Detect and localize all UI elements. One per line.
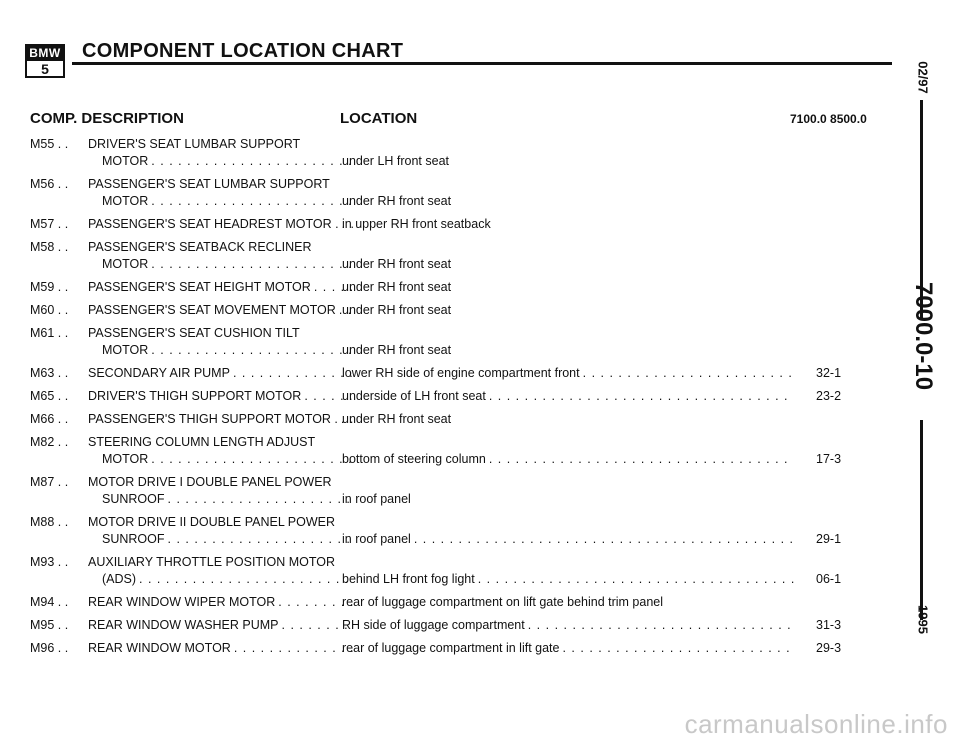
description-line-1: MOTOR DRIVE II DOUBLE PANEL POWER [88,515,336,529]
component-location [342,451,794,468]
figure-reference: 29-3 [816,641,842,655]
description-line-1: PASSENGER'S SEAT CUSHION TILT [88,326,300,340]
component-code: M56 . . [30,177,69,191]
side-page-number: 7000.0-10 [910,281,937,391]
description-line-1: REAR WINDOW WIPER MOTOR [88,595,276,609]
component-description [88,554,354,588]
location-text: under RH front seat [342,194,452,208]
table-row [30,554,860,588]
table-row [30,325,860,359]
leader-dots [151,256,354,273]
leader-dots [583,365,794,382]
component-location [342,531,794,548]
column-header-location: LOCATION [340,110,418,127]
component-location [342,216,794,233]
component-description [88,325,354,359]
table-row [30,388,860,405]
component-code: M88 . . [30,515,69,529]
side-date: 02/97 [915,61,931,94]
column-header-codes: 7100.0 8500.0 [790,112,867,126]
location-text: RH side of luggage compartment [342,618,525,632]
logo-brand: BMW [27,46,63,61]
component-description [88,239,354,273]
component-location [342,571,794,588]
description-line-1: PASSENGER'S SEATBACK RECLINER [88,240,312,254]
component-code: M93 . . [30,555,69,569]
description-line-1: DRIVER'S THIGH SUPPORT MOTOR [88,389,302,403]
description-line-1: STEERING COLUMN LENGTH ADJUST [88,435,316,449]
component-description [88,136,354,170]
component-location [342,256,794,273]
location-text: behind LH front fog light [342,572,475,586]
page-title: COMPONENT LOCATION CHART [82,40,404,62]
component-description [88,365,354,382]
component-description [88,514,354,548]
leader-dots [151,451,354,468]
component-code: M57 . . [30,217,69,231]
location-text: under LH front seat [342,154,450,168]
component-location [342,153,794,170]
table-row [30,411,860,428]
leader-dots [168,491,355,508]
component-code: M87 . . [30,475,69,489]
component-location [342,279,794,296]
leader-dots [151,193,354,210]
location-text: in roof panel [342,532,411,546]
description-line-1: PASSENGER'S SEAT HEIGHT MOTOR [88,280,311,294]
figure-reference: 17-3 [816,452,842,466]
component-description [88,279,354,296]
component-description [88,617,354,634]
description-line-2: SUNROOF [102,492,165,506]
leader-dots [233,365,354,382]
leader-dots [489,451,794,468]
component-code: M58 . . [30,240,69,254]
column-header-description: DESCRIPTION [81,110,184,127]
leader-dots [562,640,794,657]
table-row [30,176,860,210]
table-row [30,434,860,468]
table-row [30,302,860,319]
description-line-1: REAR WINDOW WASHER PUMP [88,618,279,632]
title-rule [72,62,892,65]
component-location [342,617,794,634]
description-line-2: MOTOR [102,194,149,208]
component-location [342,491,794,508]
leader-dots [151,342,354,359]
description-line-1: PASSENGER'S SEAT HEADREST MOTOR . [88,217,339,231]
description-line-2: MOTOR [102,154,149,168]
leader-dots [139,571,354,588]
table-row [30,640,860,657]
logo-series: 5 [41,60,49,77]
component-location [342,342,794,359]
description-line-2: (ADS) [102,572,137,586]
component-location [342,193,794,210]
table-row [30,617,860,634]
location-text: rear of luggage compartment on lift gate behind trim panel [342,595,664,609]
description-line-1: SECONDARY AIR PUMP [88,366,230,380]
component-code: M63 . . [30,366,69,380]
location-text: rear of luggage compartment in lift gate [342,641,560,655]
component-location [342,302,794,319]
component-code: M60 . . [30,303,69,317]
component-description [88,594,354,611]
table-row [30,514,860,548]
table-row [30,216,860,233]
location-text: under RH front seat [342,280,452,294]
component-code: M94 . . [30,595,69,609]
table-row [30,279,860,296]
table-row [30,365,860,382]
description-line-1: REAR WINDOW MOTOR [88,641,231,655]
leader-dots [234,640,354,657]
table-row [30,594,860,611]
description-line-1: PASSENGER'S SEAT LUMBAR SUPPORT [88,177,330,191]
leader-dots [151,153,354,170]
component-description [88,302,354,319]
component-description [88,176,354,210]
component-code: M59 . . [30,280,69,294]
component-location [342,411,794,428]
location-text: under RH front seat [342,303,452,317]
description-line-1: PASSENGER'S THIGH SUPPORT MOTOR . [88,412,338,426]
leader-dots [528,617,794,634]
location-text: in roof panel [342,492,411,506]
description-line-1: AUXILIARY THROTTLE POSITION MOTOR [88,555,336,569]
component-location [342,365,794,382]
watermark: carmanualsonline.info [684,709,948,739]
component-description [88,434,354,468]
component-code: M61 . . [30,326,69,340]
leader-dots [414,531,794,548]
location-text: lower RH side of engine compartment front [342,366,580,380]
description-line-2: MOTOR [102,452,149,466]
location-text: underside of LH front seat [342,389,486,403]
description-line-2: MOTOR [102,343,149,357]
component-description [88,216,354,233]
component-code: M66 . . [30,412,69,426]
figure-reference: 32-1 [816,366,842,380]
component-description [88,411,354,428]
leader-dots [478,571,794,588]
component-code: M82 . . [30,435,69,449]
table-row [30,136,860,170]
side-year: 1995 [915,605,931,634]
column-header-comp: COMP. [30,110,78,127]
leader-dots [168,531,355,548]
figure-reference: 31-3 [816,618,842,632]
figure-reference: 29-1 [816,532,842,546]
component-location [342,594,794,611]
bmw-logo [25,44,65,78]
component-code: M95 . . [30,618,69,632]
location-text: under RH front seat [342,412,452,426]
leader-dots [489,388,794,405]
component-code: M65 . . [30,389,69,403]
component-description [88,474,354,508]
component-location [342,640,794,657]
description-line-2: SUNROOF [102,532,165,546]
table-row [30,239,860,273]
component-description [88,640,354,657]
component-code: M96 . . [30,641,69,655]
location-text: under RH front seat [342,257,452,271]
side-rule-bottom [920,420,923,620]
table-row [30,474,860,508]
figure-reference: 23-2 [816,389,842,403]
location-text: in upper RH front seatback [342,217,491,231]
column-header-comp-description [30,110,184,127]
location-text: under RH front seat [342,343,452,357]
component-code: M55 . . [30,137,69,151]
side-margin [903,60,943,690]
component-description [88,388,354,405]
location-text: bottom of steering column [342,452,486,466]
component-location [342,388,794,405]
description-line-1: PASSENGER'S SEAT MOVEMENT MOTOR [88,303,336,317]
description-line-1: MOTOR DRIVE I DOUBLE PANEL POWER [88,475,332,489]
description-line-1: DRIVER'S SEAT LUMBAR SUPPORT [88,137,301,151]
description-line-2: MOTOR [102,257,149,271]
figure-reference: 06-1 [816,572,842,586]
